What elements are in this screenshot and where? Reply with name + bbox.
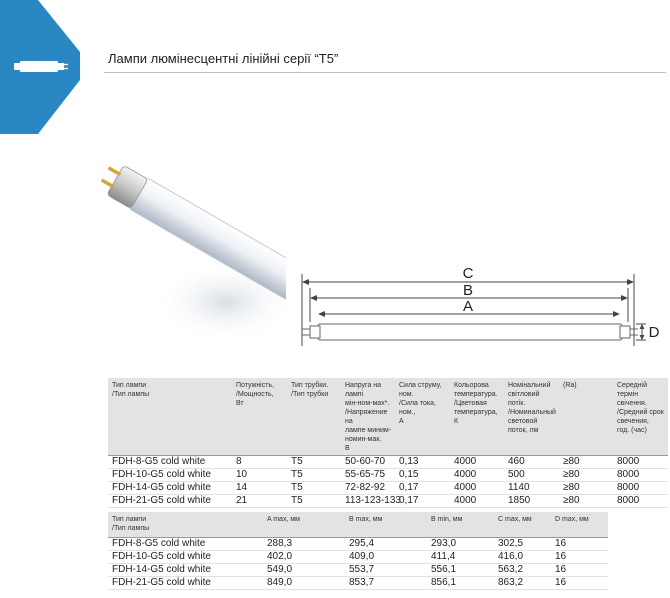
table-header-row — [108, 512, 608, 538]
table-cell: FDH-8-G5 cold white — [108, 538, 263, 551]
table-cell: FDH-10-G5 cold white — [108, 551, 263, 564]
table-cell: FDH-14-G5 cold white — [108, 564, 263, 577]
table-cell: 416,0 — [494, 551, 551, 564]
table-row — [108, 564, 608, 577]
table-cell: 460 — [504, 456, 559, 469]
table-cell: 0,15 — [395, 469, 450, 482]
table-cell: 4000 — [450, 469, 504, 482]
table-cell: ≥80 — [559, 469, 613, 482]
table-cell: 72-82-92 — [341, 482, 395, 495]
column-header: A max, мм — [263, 512, 345, 538]
column-header: Номінальний світловий потік. /Номинальный световой поток, лм — [504, 378, 559, 456]
table-cell: T5 — [287, 482, 341, 495]
table-header-row — [108, 378, 668, 456]
column-header: Напруга на лампі мін-ном-мах*. /Напряжение на лампе миним- номин-мак. В — [341, 378, 395, 456]
dimension-d-arrow — [636, 324, 646, 340]
table-cell: 549,0 — [263, 564, 345, 577]
table-cell: 50-60-70 — [341, 456, 395, 469]
table-cell: 8000 — [613, 495, 668, 508]
title-divider — [104, 72, 666, 73]
table-cell: 16 — [551, 564, 608, 577]
table-cell: 563,2 — [494, 564, 551, 577]
table-row — [108, 538, 608, 551]
table-cell: 556,1 — [427, 564, 494, 577]
table-row — [108, 495, 668, 508]
table-cell: 21 — [232, 495, 287, 508]
table-cell: T5 — [287, 495, 341, 508]
column-header: (Ra) — [559, 378, 613, 456]
table-cell: 500 — [504, 469, 559, 482]
dimension-diagram — [298, 262, 660, 358]
column-header: Кольорова температура. /Цветовая температура, К — [450, 378, 504, 456]
table-cell: 55-65-75 — [341, 469, 395, 482]
dimension-label-d: D — [648, 324, 660, 341]
table-cell: 16 — [551, 551, 608, 564]
tube-outline — [302, 324, 638, 340]
table-cell: 10 — [232, 469, 287, 482]
column-header: C max, мм — [494, 512, 551, 538]
table-cell: FDH-21-G5 cold white — [108, 495, 232, 508]
dimensions-table — [108, 512, 608, 590]
table-cell: 8000 — [613, 469, 668, 482]
table-row — [108, 577, 608, 590]
table-cell: 288,3 — [263, 538, 345, 551]
table-cell: FDH-8-G5 cold white — [108, 456, 232, 469]
column-header: B max, мм — [345, 512, 427, 538]
table-cell: FDH-14-G5 cold white — [108, 482, 232, 495]
column-header: Тип трубки. /Тип трубки — [287, 378, 341, 456]
table-cell: 8000 — [613, 456, 668, 469]
table-cell: 853,7 — [345, 577, 427, 590]
table-cell: 856,1 — [427, 577, 494, 590]
specifications-table — [108, 378, 668, 508]
table-row — [108, 456, 668, 469]
column-header: B min, мм — [427, 512, 494, 538]
section-badge — [0, 0, 80, 134]
table-cell: 16 — [551, 538, 608, 551]
table-cell: 4000 — [450, 482, 504, 495]
dimension-label-c: C — [462, 265, 474, 282]
table-cell: 0,13 — [395, 456, 450, 469]
table-cell: 14 — [232, 482, 287, 495]
column-header: Тип лампи /Тип лампы — [108, 512, 263, 538]
table-row — [108, 482, 668, 495]
table-cell: 411,4 — [427, 551, 494, 564]
dimension-label-a: A — [462, 298, 474, 315]
table-cell: 0,17 — [395, 495, 450, 508]
column-header: Середній термін свічення. /Средний срок свечения, год. (час) — [613, 378, 668, 456]
table-cell: ≥80 — [559, 495, 613, 508]
table-cell: 0,17 — [395, 482, 450, 495]
table-cell: FDH-10-G5 cold white — [108, 469, 232, 482]
table-cell: 849,0 — [263, 577, 345, 590]
table-row — [108, 551, 608, 564]
table-cell: T5 — [287, 456, 341, 469]
table-cell: 4000 — [450, 456, 504, 469]
table-cell: 1140 — [504, 482, 559, 495]
fluorescent-lamp-photo — [96, 152, 286, 352]
dimension-label-b: B — [462, 282, 474, 299]
table-cell: ≥80 — [559, 482, 613, 495]
table-cell: 863,2 — [494, 577, 551, 590]
column-header: Сила струму, ном. /Сила тока, ном., А — [395, 378, 450, 456]
column-header: Тип лампи /Тип лампы — [108, 378, 232, 456]
table-cell: 1850 — [504, 495, 559, 508]
page-title: Лампи люмінесцентні лінійні серії “T5” — [108, 51, 339, 66]
table-cell: 8000 — [613, 482, 668, 495]
table-cell: 295,4 — [345, 538, 427, 551]
table-cell: ≥80 — [559, 456, 613, 469]
table-cell: 293,0 — [427, 538, 494, 551]
table-cell: FDH-21-G5 cold white — [108, 577, 263, 590]
column-header: Потужність, /Мощность, Вт — [232, 378, 287, 456]
table-cell: 302,5 — [494, 538, 551, 551]
column-header: D max, мм — [551, 512, 608, 538]
table-cell: 402,0 — [263, 551, 345, 564]
table-cell: 553,7 — [345, 564, 427, 577]
table-cell: 113-123-133 — [341, 495, 395, 508]
table-cell: 8 — [232, 456, 287, 469]
table-cell: 409,0 — [345, 551, 427, 564]
table-cell: 16 — [551, 577, 608, 590]
table-row — [108, 469, 668, 482]
table-cell: T5 — [287, 469, 341, 482]
table-cell: 4000 — [450, 495, 504, 508]
